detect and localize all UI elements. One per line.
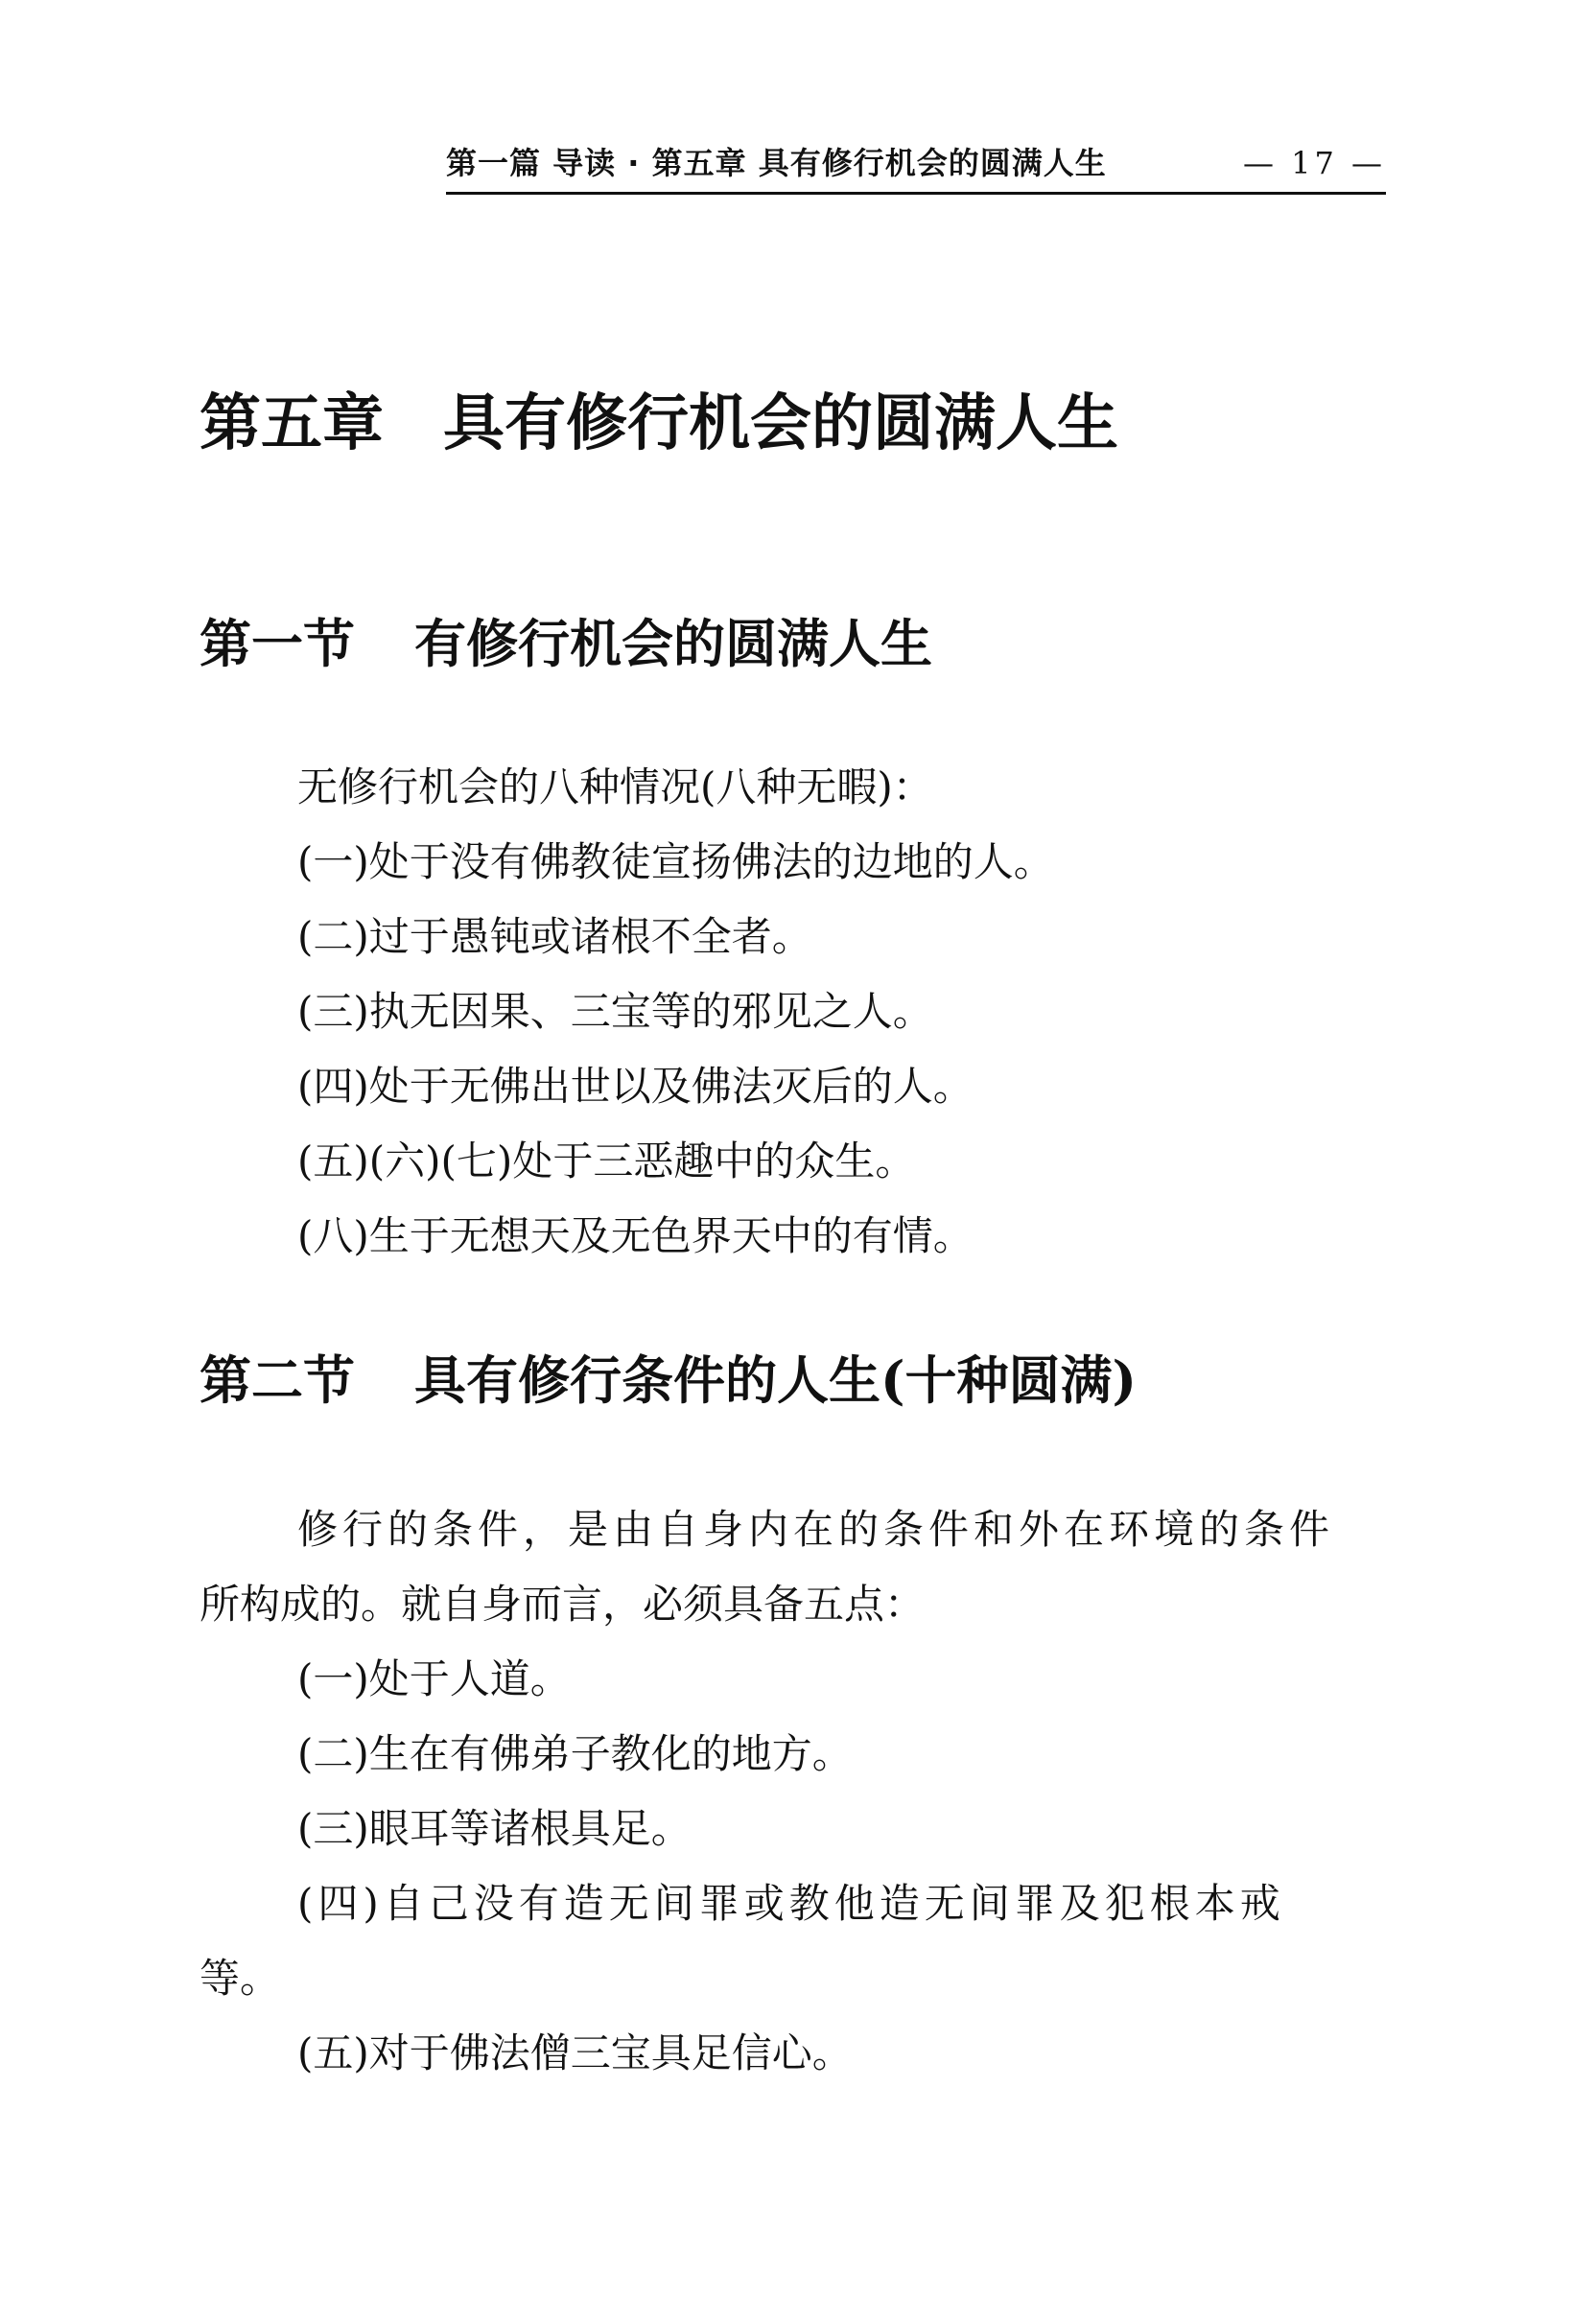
list-item-continuation: 等。	[200, 1955, 281, 2002]
section-1-number: 第一节	[200, 613, 355, 674]
list-item: (四)自己没有造无间罪或教他造无间罪及犯根本戒	[297, 1880, 1285, 1927]
page-number: — 17 —	[1242, 145, 1386, 181]
list-item: (三)眼耳等诸根具足。	[297, 1805, 692, 1852]
section-2-name: 具有修行条件的人生(十种圆满)	[414, 1349, 1138, 1411]
section-1-intro: 无修行机会的八种情况(八种无暇)：	[297, 763, 933, 810]
running-header	[446, 144, 1386, 195]
list-item: (五)对于佛法僧三宝具足信心。	[297, 2029, 853, 2076]
list-item: (一)处于人道。	[297, 1655, 571, 1702]
list-item: (八)生于无想天及无色界天中的有情。	[297, 1212, 974, 1259]
section-2-number: 第二节	[200, 1349, 355, 1411]
chapter-title	[200, 386, 1118, 462]
section-2-title	[200, 1347, 1137, 1414]
paragraph-line: 所构成的。就自身而言，必须具备五点：	[200, 1581, 926, 1628]
running-title: 第一篇 导读 · 第五章 具有修行机会的圆满人生	[446, 145, 1107, 181]
section-1-name: 有修行机会的圆满人生	[414, 613, 932, 674]
list-item: (五)(六)(七)处于三恶趣中的众生。	[297, 1137, 916, 1184]
chapter-number: 第五章	[200, 387, 384, 459]
list-item: (二)过于愚钝或诸根不全者。	[297, 913, 812, 960]
list-item: (二)生在有佛弟子教化的地方。	[297, 1730, 853, 1777]
list-item: (四)处于无佛出世以及佛法灭后的人。	[297, 1063, 974, 1110]
paragraph-line: 修行的条件，是由自身内在的条件和外在环境的条件	[297, 1506, 1335, 1553]
list-item: (三)执无因果、三宝等的邪见之人。	[297, 988, 933, 1035]
list-item: (一)处于没有佛教徒宣扬佛法的边地的人。	[297, 838, 1054, 885]
section-1-title	[200, 610, 932, 677]
chapter-name: 具有修行机会的圆满人生	[443, 387, 1118, 459]
